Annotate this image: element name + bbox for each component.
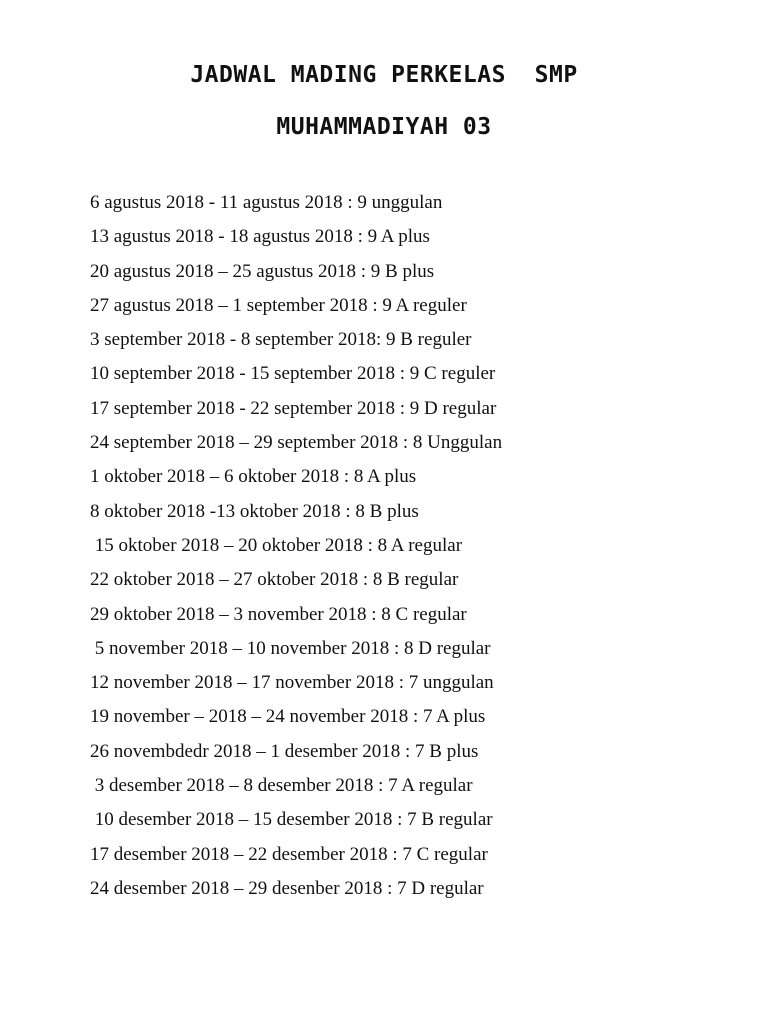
schedule-entry: 24 desember 2018 – 29 desenber 2018 : 7 D regular	[90, 877, 484, 899]
document-title: JADWAL MADING PERKELAS SMP	[190, 62, 578, 88]
schedule-entry: 10 desember 2018 – 15 desember 2018 : 7 B regular	[90, 809, 493, 831]
schedule-entry: 12 november 2018 – 17 november 2018 : 7 unggulan	[90, 672, 494, 694]
schedule-entry: 20 agustus 2018 – 25 agustus 2018 : 9 B plus	[90, 260, 435, 282]
schedule-entry: 5 november 2018 – 10 november 2018 : 8 D regular	[90, 637, 491, 659]
schedule-entry: 19 november – 2018 – 24 november 2018 : 7 A plus	[90, 706, 486, 728]
schedule-entry: 1 oktober 2018 – 6 oktober 2018 : 8 A plus	[90, 466, 417, 488]
schedule-entry: 24 september 2018 – 29 september 2018 : 8 Unggulan	[90, 432, 503, 454]
schedule-entry: 15 oktober 2018 – 20 oktober 2018 : 8 A regular	[90, 534, 463, 556]
schedule-entry: 3 september 2018 - 8 september 2018: 9 B reguler	[90, 329, 472, 351]
schedule-entry: 10 september 2018 - 15 september 2018 : 9 C reguler	[90, 363, 496, 385]
schedule-entry: 17 desember 2018 – 22 desember 2018 : 7 C regular	[90, 843, 488, 865]
document-subtitle: MUHAMMADIYAH 03	[276, 114, 492, 140]
schedule-entry: 6 agustus 2018 - 11 agustus 2018 : 9 unggulan	[90, 192, 443, 213]
schedule-entry: 29 oktober 2018 – 3 november 2018 : 8 C regular	[90, 603, 467, 625]
schedule-entry: 3 desember 2018 – 8 desember 2018 : 7 A regular	[90, 775, 473, 797]
schedule-entry: 26 novembdedr 2018 – 1 desember 2018 : 7 B plus	[90, 740, 479, 762]
schedule-entry: 8 oktober 2018 -13 oktober 2018 : 8 B plus	[90, 500, 419, 522]
schedule-entry: 27 agustus 2018 – 1 september 2018 : 9 A reguler	[90, 294, 467, 316]
schedule-entry: 22 oktober 2018 – 27 oktober 2018 : 8 B regular	[90, 569, 459, 591]
schedule-entry: 17 september 2018 - 22 september 2018 : 9 D regular	[90, 397, 497, 419]
schedule-list	[90, 186, 502, 906]
schedule-entry: 13 agustus 2018 - 18 agustus 2018 : 9 A plus	[90, 226, 430, 248]
